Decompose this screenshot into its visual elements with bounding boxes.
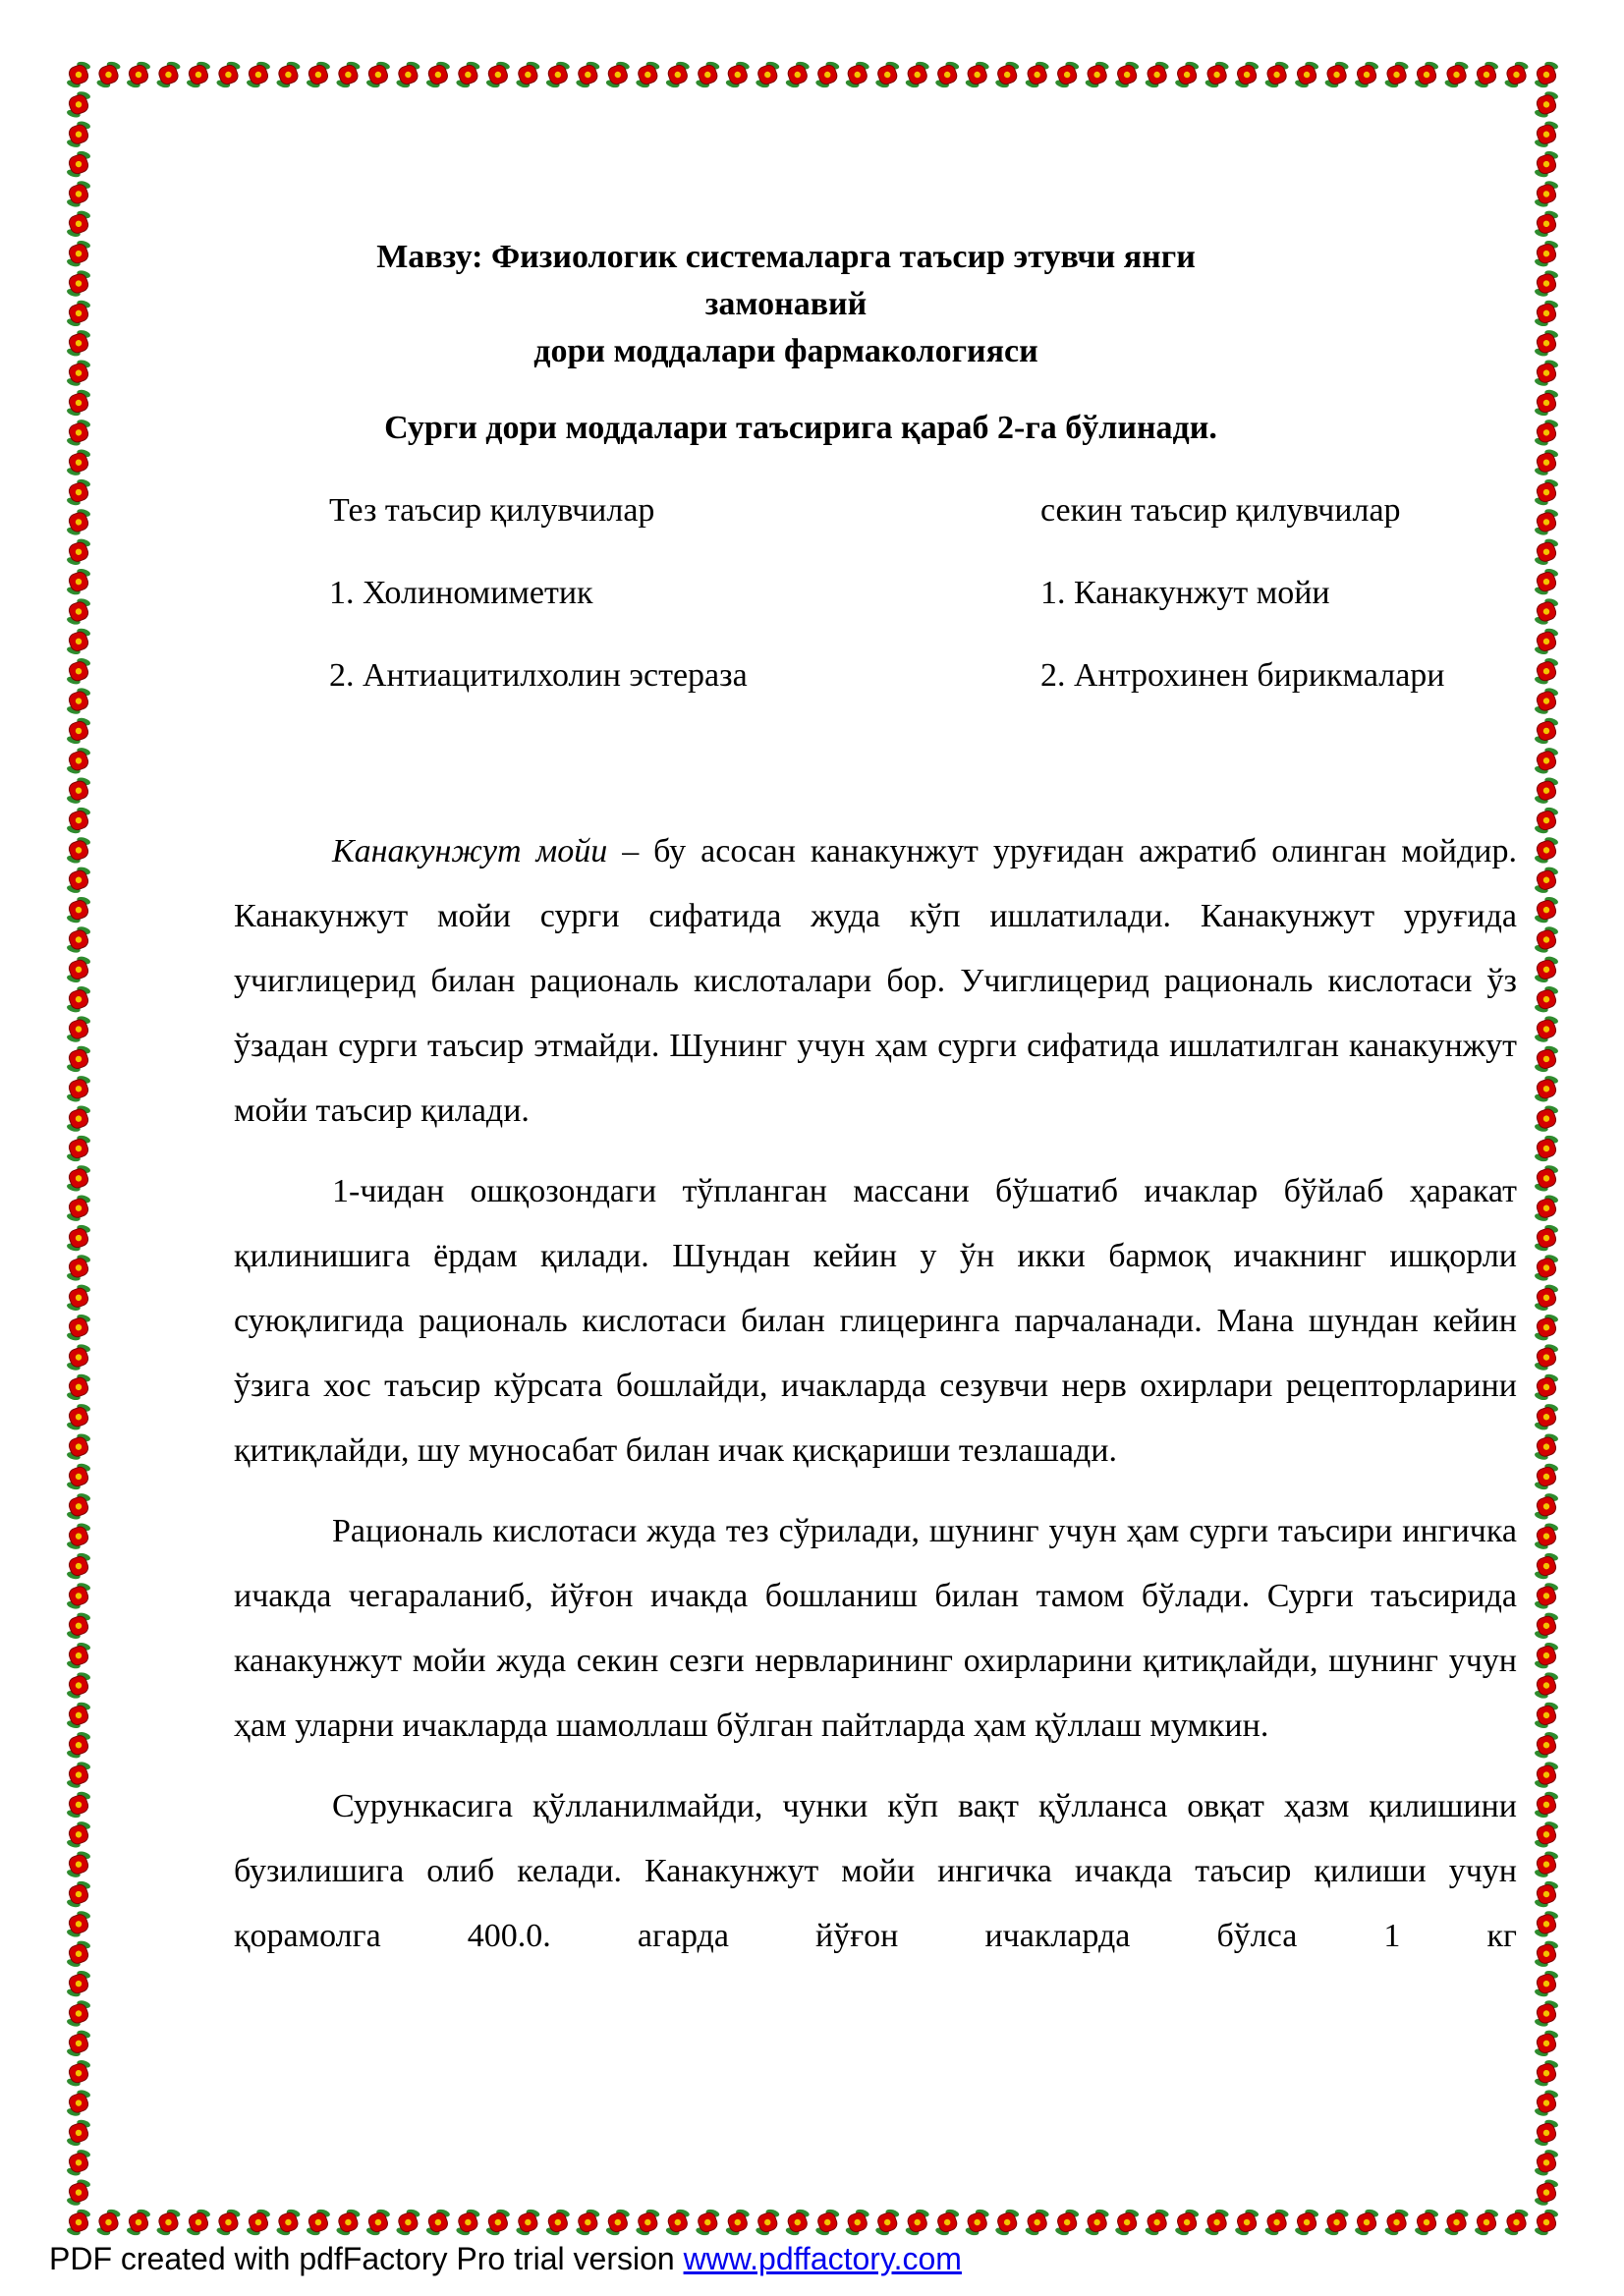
flower-icon [1527,1548,1565,1585]
flower-icon [59,1817,97,1853]
flower-icon [419,57,457,93]
flower-icon [718,2205,756,2241]
flower-icon [1228,2205,1266,2241]
flower-icon [538,2205,577,2241]
flower-icon [778,2205,816,2241]
flower-icon [1527,1160,1565,1197]
flower-icon [389,57,427,93]
flower-icon [89,57,128,93]
flower-icon [1198,57,1236,93]
flower-icon [1348,57,1386,93]
flower-icon [988,57,1027,93]
flower-icon [1527,116,1565,152]
flower-icon [689,57,727,93]
flower-icon [59,1667,97,1704]
flower-icon [598,2205,637,2241]
flower-icon [1527,951,1565,987]
flower-icon [239,57,277,93]
flower-icon [958,57,996,93]
flower-icon [1527,1518,1565,1554]
flower-icon [1527,295,1565,331]
flower-icon [569,2205,607,2241]
section-subtitle: Сурги дори моддалари таъсирига қараб 2-га бўлинади. [384,410,1217,446]
flower-icon [329,2205,367,2241]
flower-icon [239,2205,277,2241]
flower-icon [1527,1011,1565,1047]
flower-icon [359,2205,397,2241]
flower-icon [299,2205,337,2241]
flower-icon [59,1548,97,1585]
paragraph: 1-чидан ошқозондаги тўпланган массани бўшатиб ичаклар бўйлаб ҳаракат қилинишига ёрдам қилади. Шундан кейин у ўн икки бармоқ ичакнинг ишқорли суюқлигида рациональ кислотаси билан глицеринга парчаланади. Мана шундан кейин ўзига хос таъсир кўрсата бошлайди, ичакларда сезувчи нерв охирлари рецепторларини қитиқлайди, шу муносабат билан ичак қисқариши тезлашади. [234,1173,1517,1469]
flower-icon [59,892,97,928]
column-header-row [329,487,1538,570]
flower-icon [419,2205,457,2241]
flower-icon [838,57,876,93]
flower-icon [1527,1667,1565,1704]
flower-icon [958,2205,996,2241]
title-line-2: дори моддалари фармакологияси [533,333,1038,369]
flower-icon [1527,86,1565,123]
flower-icon [59,832,97,868]
flower-icon [1527,1040,1565,1077]
flower-icon [1348,2205,1386,2241]
flower-icon [59,1011,97,1047]
flower-icon [59,1160,97,1197]
flower-icon [59,1906,97,1942]
flower-icon [59,623,97,659]
flower-icon [59,1488,97,1525]
footer-link[interactable]: www.pdffactory.com [683,2241,962,2276]
pdf-footer [49,2239,962,2278]
flower-icon [59,713,97,750]
paragraph [234,819,1517,1144]
left-column-header: Тез таъсир қилувчилар [329,492,655,529]
flower-icon [1048,2205,1087,2241]
flower-icon [59,1071,97,1107]
flower-icon [1527,176,1565,212]
flower-icon [119,2205,157,2241]
flower-icon [898,2205,936,2241]
right-column-item: 1. Канакунжут мойи [1040,575,1330,611]
flower-icon [1527,146,1565,183]
flower-icon [59,2114,97,2151]
flower-icon [119,57,157,93]
flower-icon [1408,2205,1446,2241]
flower-icon [629,57,667,93]
flower-icon [1527,1817,1565,1853]
flower-icon [359,57,397,93]
flower-icon [1258,57,1296,93]
paragraph: Сурункасига қўлланилмайди, чунки кўп вақт қўлланса овқат ҳазм қилишини бузилишига олиб келади. Канакунжут мойи ингичка ичакда таъсир қилиши учун қорамолга 400.0. агарда йўғон ичакларда бўлса 1 кг [234,1788,1517,1954]
flower-icon [59,1966,97,2002]
flower-icon [629,2205,667,2241]
flower-icon [59,743,97,779]
flower-icon [1018,57,1056,93]
flower-icon [988,2205,1027,2241]
flower-icon [1408,57,1446,93]
flower-icon [59,236,97,272]
document-title [295,234,1277,375]
flower-icon [1497,57,1536,93]
flower-icon [1527,2055,1565,2092]
flower-icon [59,1787,97,1823]
flower-icon [1527,772,1565,809]
body-text [234,819,1517,1985]
flower-icon [59,295,97,331]
flower-icon [1288,2205,1326,2241]
flower-icon [59,1428,97,1465]
flower-icon [59,57,97,93]
classification-columns [329,487,1538,735]
flower-icon [59,1697,97,1733]
flower-icon [1168,2205,1206,2241]
flower-icon [1527,415,1565,451]
flower-icon [1527,325,1565,362]
flower-icon [1437,2205,1476,2241]
flower-icon [598,57,637,93]
flower-icon [1527,803,1565,839]
flower-icon [59,176,97,212]
flower-icon [1467,2205,1505,2241]
flower-icon [1527,1607,1565,1644]
flower-icon [658,57,697,93]
flower-icon [1527,2025,1565,2061]
flower-icon [299,57,337,93]
flower-icon [59,86,97,123]
flower-icon [928,2205,967,2241]
flower-icon [149,57,188,93]
paragraph-text: – бу асосан канакунжут уруғидан ажратиб олинган мойдир. Канакунжут мойи сурги сифатида жуда кўп ишлатилади. Канакунжут уруғида учиглицерид билан рациональ кислоталари бор. Учиглицерид рациональ кислотаси ўз ўзадан сурги таъсир этмайди. Шунинг учун ҳам сурги сифатида ишлатилган канакунжут мойи таъсир қилади. [234,833,1518,1129]
flower-icon [1527,1578,1565,1614]
flower-icon [59,1369,97,1405]
flower-icon [1527,1459,1565,1495]
flower-icon [1527,1638,1565,1674]
flower-icon [59,1220,97,1257]
flower-icon [778,57,816,93]
column-item-row [329,570,1538,652]
flower-icon [269,2205,308,2241]
flower-icon [1018,2205,1056,2241]
flower-icon [1078,2205,1116,2241]
flower-icon [59,205,97,242]
flower-icon [1527,1966,1565,2002]
flower-icon [1527,1250,1565,1286]
left-column-item: 1. Холиномиметик [329,575,593,611]
flower-icon [749,2205,787,2241]
flower-icon [1527,355,1565,391]
flower-icon [59,803,97,839]
flower-icon [1527,57,1565,93]
flower-icon [809,57,847,93]
flower-icon [179,2205,217,2241]
flower-icon [59,146,97,183]
flower-icon [509,57,547,93]
flower-icon [868,57,907,93]
flower-icon [59,533,97,570]
flower-icon [59,1399,97,1435]
flower-icon [59,2055,97,2092]
flower-icon [1527,1906,1565,1942]
flower-icon [1527,1071,1565,1107]
flower-icon [1527,2174,1565,2211]
flower-icon [1527,1131,1565,1167]
right-column-item: 2. Антрохинен бирикмалари [1040,657,1445,694]
flower-icon [1288,57,1326,93]
flower-icon [868,2205,907,2241]
flower-icon [59,2085,97,2121]
flower-icon [59,862,97,898]
flower-icon [59,1279,97,1316]
flower-icon [329,57,367,93]
flower-icon [59,116,97,152]
flower-icon [1527,1995,1565,2032]
flower-icon [1527,1727,1565,1764]
italic-term: Канакунжут мойи [332,833,608,869]
flower-icon [1527,2085,1565,2121]
flower-icon [538,57,577,93]
flower-icon [59,355,97,391]
flower-icon [1108,2205,1147,2241]
flower-icon [1377,2205,1416,2241]
flower-icon [59,1250,97,1286]
flower-icon [449,57,487,93]
flower-icon [1527,1846,1565,1882]
flower-icon [59,593,97,630]
flower-icon [1108,57,1147,93]
flower-icon [1527,1279,1565,1316]
flower-icon [59,1310,97,1346]
flower-icon [269,57,308,93]
flower-icon [1138,2205,1176,2241]
flower-icon [1527,1310,1565,1346]
title-line-1: Мавзу: Физиологик системаларга таъсир этувчи янги замонавий [376,239,1196,322]
flower-icon [718,57,756,93]
flower-icon [59,2205,97,2241]
flower-icon [59,504,97,540]
flower-icon [209,2205,248,2241]
flower-icon [1527,1190,1565,1226]
flower-icon [59,1190,97,1226]
flower-icon [59,653,97,690]
right-column-header: секин таъсир қилувчилар [1040,492,1401,529]
flower-icon [1527,1787,1565,1823]
column-item-row [329,652,1538,735]
flower-icon [1048,57,1087,93]
flower-icon [898,57,936,93]
flower-icon [59,1578,97,1614]
flower-icon [569,57,607,93]
flower-icon [1527,981,1565,1018]
flower-icon [59,1935,97,1972]
flower-icon [59,1459,97,1495]
flower-icon [59,1727,97,1764]
flower-icon [59,683,97,719]
flower-icon [1527,1399,1565,1435]
flower-icon [59,1846,97,1882]
flower-icon [59,475,97,511]
flower-icon [59,1131,97,1167]
flower-icon [59,1876,97,1913]
flower-icon [809,2205,847,2241]
flower-icon [1527,236,1565,272]
flower-icon [1258,2205,1296,2241]
flower-icon [59,1518,97,1554]
flower-icon [1527,1876,1565,1913]
flower-icon [1527,385,1565,421]
flower-icon [1078,57,1116,93]
flower-icon [1198,2205,1236,2241]
flower-icon [59,1995,97,2032]
flower-icon [478,2205,517,2241]
flower-icon [1527,832,1565,868]
flower-icon [1377,57,1416,93]
flower-icon [1527,1935,1565,1972]
flower-icon [179,57,217,93]
flower-icon [59,2145,97,2181]
paragraph: Рациональ кислотаси жуда тез сўрилади, шунинг учун ҳам сурги таъсири ингичка ичакда чегараланиб, йўғон ичакда бошланиш билан тамом бўлади. Сурги таъсирида канакунжут мойи жуда секин сезги нервларининг охирларини қитиқлайди, шунинг учун ҳам уларни ичакларда шамоллаш бўлган пайтларда ҳам қўллаш мумкин. [234,1513,1517,1744]
flower-icon [1138,57,1176,93]
flower-icon [389,2205,427,2241]
flower-icon [1527,265,1565,302]
flower-icon [1467,57,1505,93]
flower-icon [1527,2145,1565,2181]
flower-icon [689,2205,727,2241]
flower-icon [838,2205,876,2241]
flower-icon [59,772,97,809]
flower-icon [1527,1757,1565,1793]
flower-icon [59,564,97,600]
flower-icon [1527,2205,1565,2241]
flower-icon [928,57,967,93]
flower-icon [149,2205,188,2241]
flower-icon [1317,2205,1356,2241]
flower-icon [1527,1369,1565,1405]
flower-icon [209,57,248,93]
flower-icon [59,1757,97,1793]
flower-icon [59,1339,97,1375]
flower-icon [59,1607,97,1644]
flower-icon [1527,1488,1565,1525]
flower-icon [59,981,97,1018]
flower-icon [1527,922,1565,958]
flower-icon [59,385,97,421]
flower-icon [59,2174,97,2211]
flower-icon [478,57,517,93]
flower-icon [89,2205,128,2241]
flower-icon [59,922,97,958]
flower-icon [1527,205,1565,242]
flower-icon [749,57,787,93]
flower-icon [658,2205,697,2241]
flower-icon [1527,2114,1565,2151]
flower-icon [1527,444,1565,480]
flower-icon [1228,57,1266,93]
flower-icon [59,415,97,451]
flower-icon [1527,1220,1565,1257]
footer-text: PDF created with pdfFactory Pro trial version [49,2241,684,2276]
flower-icon [59,1638,97,1674]
flower-icon [59,265,97,302]
flower-icon [1497,2205,1536,2241]
flower-icon [59,1040,97,1077]
flower-icon [1527,1100,1565,1137]
flower-icon [1168,57,1206,93]
flower-icon [509,2205,547,2241]
flower-icon [1527,862,1565,898]
flower-icon [1527,743,1565,779]
flower-icon [1527,1339,1565,1375]
flower-icon [59,444,97,480]
flower-icon [1317,57,1356,93]
left-column-item: 2. Антиацитилхолин эстераза [329,657,748,694]
flower-icon [59,1100,97,1137]
flower-icon [1527,1697,1565,1733]
flower-icon [1437,57,1476,93]
flower-icon [449,2205,487,2241]
flower-icon [1527,1428,1565,1465]
flower-icon [1527,892,1565,928]
flower-icon [59,2025,97,2061]
flower-icon [59,951,97,987]
flower-icon [59,325,97,362]
